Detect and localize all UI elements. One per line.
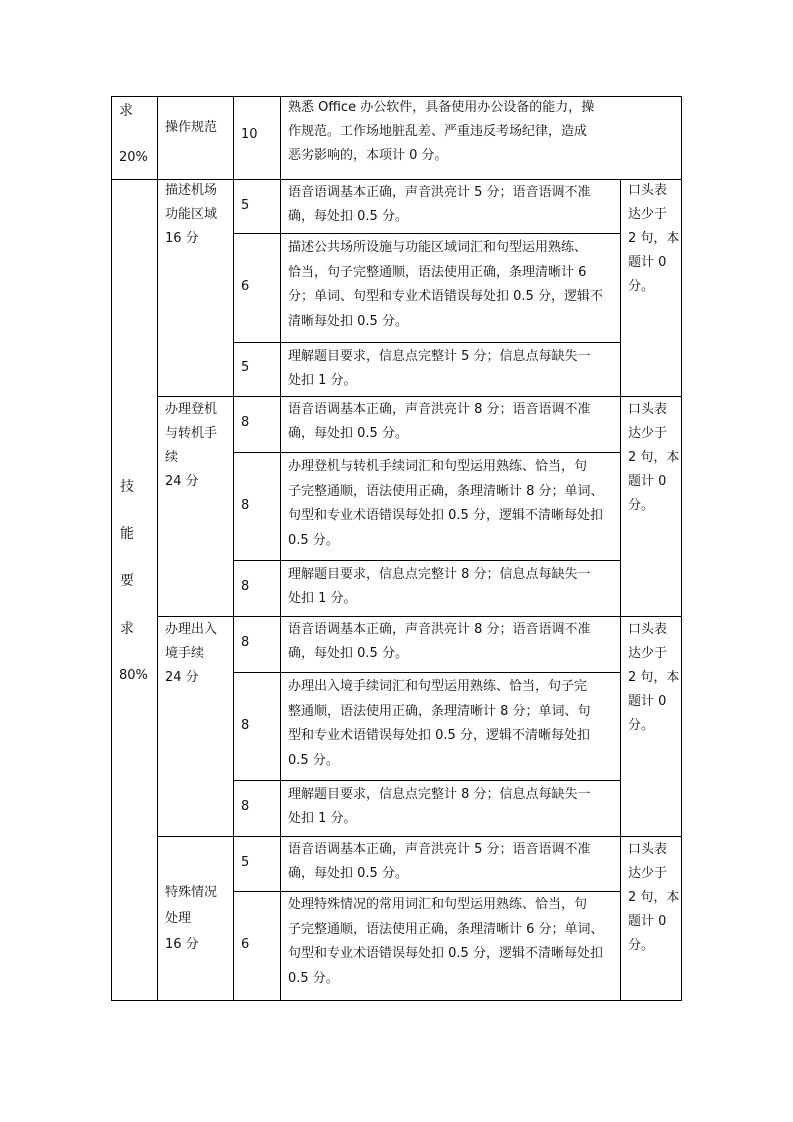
row-score: 5 [241, 198, 250, 213]
item-note: 口头表 达少于 2 句，本 题计 0 分。 [628, 183, 680, 294]
row-score: 8 [241, 635, 250, 650]
row-score: 8 [241, 579, 250, 594]
row-description: 理解题目要求，信息点完整计 8 分；信息点每缺失一 处扣 1 分。 [288, 567, 591, 606]
item-description: 熟悉 Office 办公软件，具备使用办公设备的能力，操 作规范。工作场地脏乱差、严重违反考场纪律，造成 恶劣影响的，本项计 0 分。 [288, 100, 595, 163]
row-score: 5 [241, 855, 250, 870]
row-description: 语音语调基本正确，声音洪亮计 8 分；语音语调不准 确，每处扣 0.5 分。 [288, 402, 591, 441]
row-score: 8 [241, 799, 250, 814]
table-divider [233, 891, 620, 892]
category-char: 求 [120, 621, 134, 637]
table-col-divider [620, 179, 621, 1001]
row-score: 5 [241, 360, 250, 375]
table-divider [157, 836, 681, 837]
row-description: 语音语调基本正确，声音洪亮计 8 分；语音语调不准 确，每处扣 0.5 分。 [288, 622, 591, 661]
item-name: 办理登机 与转机手 续 24 分 [165, 402, 218, 489]
table-divider [233, 342, 620, 343]
table-col-divider [233, 96, 234, 1001]
category-label: 求 [119, 103, 133, 119]
category-char: 技 [120, 479, 134, 495]
table-col-divider [280, 96, 281, 1001]
row-description: 办理登机与转机手续词汇和句型运用熟练、恰当，句 子完整通顺，语法使用正确，条理清晰计 8 分；单词、 句型和专业术语错误每处扣 0.5 分，逻辑不清晰每处扣 0.5 分。 [288, 459, 604, 548]
table-divider [233, 452, 620, 453]
item-name: 描述机场 功能区域 16 分 [165, 183, 218, 246]
table-divider [233, 780, 620, 781]
item-note: 口头表 达少于 2 句，本 题计 0 分。 [628, 842, 680, 953]
item-name: 特殊情况 处理 16 分 [165, 885, 218, 952]
item-name: 办理出入 境手续 24 分 [165, 622, 218, 685]
table-divider [233, 672, 620, 673]
table-divider [233, 560, 620, 561]
row-score: 8 [241, 718, 250, 733]
row-score: 6 [241, 279, 250, 294]
table-col-divider [157, 96, 158, 1001]
row-description: 处理特殊情况的常用词汇和句型运用熟练、恰当，句 子完整通顺，语法使用正确，条理清晰计 6 分；单词、 句型和专业术语错误每处扣 0.5 分，逻辑不清晰每处扣 0.5 分。 [288, 897, 604, 986]
table-divider [157, 396, 681, 397]
table-border-left [111, 96, 112, 1001]
table-border-bottom [111, 1000, 681, 1001]
row-description: 语音语调基本正确，声音洪亮计 5 分；语音语调不准 确，每处扣 0.5 分。 [288, 842, 591, 881]
row-score: 8 [241, 415, 250, 430]
category-weight: 20% [119, 150, 148, 165]
item-score: 10 [241, 127, 258, 142]
row-score: 6 [241, 937, 250, 952]
category-char: 能 [120, 526, 134, 542]
item-note: 口头表 达少于 2 句，本 题计 0 分。 [628, 402, 680, 513]
item-name: 操作规范 [165, 120, 218, 135]
table-divider [157, 616, 681, 617]
row-description: 理解题目要求，信息点完整计 8 分；信息点每缺失一 处扣 1 分。 [288, 787, 591, 826]
row-score: 8 [241, 498, 250, 513]
table-border-right [681, 96, 682, 1001]
category-weight: 80% [119, 668, 148, 683]
row-description: 描述公共场所设施与功能区域词汇和句型运用熟练、 恰当，句子完整通顺，语法使用正确，条理清晰计 6 分；单词、句型和专业术语错误每处扣 0.5 分，逻辑不 清晰每处扣 0.5 分。 [288, 240, 603, 329]
row-description: 办理出入境手续词汇和句型运用熟练、恰当，句子完 整通顺，语法使用正确，条理清晰计 8 分；单词、句 型和专业术语错误每处扣 0.5 分，逻辑不清晰每处扣 0.5 分。 [288, 679, 591, 768]
row-description: 理解题目要求，信息点完整计 5 分；信息点每缺失一 处扣 1 分。 [288, 349, 591, 388]
item-note: 口头表 达少于 2 句，本 题计 0 分。 [628, 622, 680, 733]
row-description: 语音语调基本正确，声音洪亮计 5 分；语音语调不准 确，每处扣 0.5 分。 [288, 185, 591, 224]
category-char: 要 [120, 573, 134, 589]
table-divider [233, 233, 620, 234]
